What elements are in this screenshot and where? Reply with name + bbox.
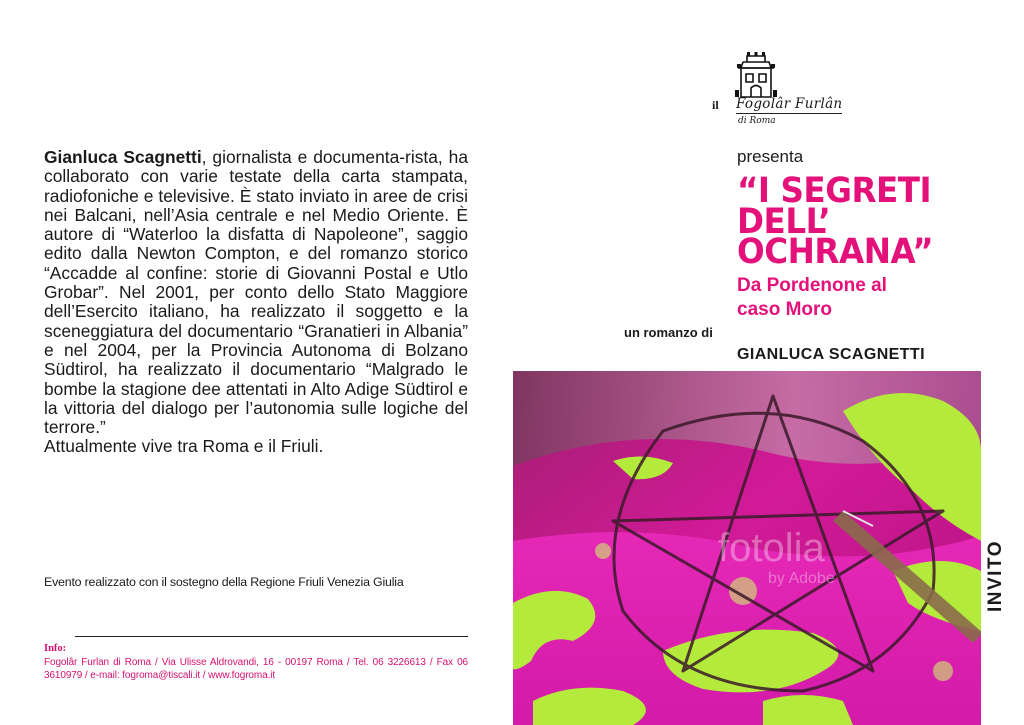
- book-subtitle: [737, 274, 887, 322]
- book-subtitle-line: Da Pordenone al: [737, 275, 887, 296]
- presents-label: presenta: [737, 147, 804, 166]
- book-title-line: OCHRANA”: [737, 232, 934, 272]
- bio-text: , giornalista e documenta-rista, ha collaborato con varie testate della carta stampata, radiofoniche e televisive. È stato inviato in aree de crisi nei Balcani, nell’Asia centrale e nel Medio Oriente. È autore di “Waterloo la disfatta di Napoleone”, saggio edito dalla Newton Compton, e del romanzo storico “Accadde al confine: storie di Giovanni Postal e Utlo Grobar”. Nel 2001, per conto dello Stato Maggiore dell’Esercito italiano, ha realizzato il soggetto e la sceneggiatura del documentario “Granatieri in Albania” e nel 2004, per la Provincia Autonoma di Bolzano Südtirol, ha realizzato il documentario “Malgrado le bombe la stagione dee attentati in Alto Adige Südtirol e la vittoria del dialogo per l’autonomia sulle logiche del terrore.”: [44, 147, 468, 438]
- book-title-line: DELL’: [737, 201, 831, 242]
- book-title: [737, 171, 934, 272]
- logo-name: Fogolâr Furlân: [736, 96, 843, 112]
- divider-line: [75, 636, 468, 637]
- book-subtitle-line: caso Moro: [737, 299, 833, 320]
- cover-photo: [513, 371, 981, 725]
- info-contacts: Fogolâr Furlan di Roma / Via Ulisse Aldrovandi, 16 - 00197 Roma / Tel. 06 3226613 / Fax 06 3610979 / e-mail: fogroma@tiscali.it / www.fogroma.it: [44, 657, 468, 681]
- photo-watermark-sub: by Adobe: [768, 570, 835, 587]
- bio-last-line: Attualmente vive tra Roma e il Friuli.: [44, 436, 324, 457]
- logo-subtitle: di Roma: [738, 116, 776, 126]
- fogolar-tower-icon: [733, 50, 779, 98]
- author-name: GIANLUCA SCAGNETTI: [737, 346, 925, 363]
- cover-photo-art: [513, 371, 981, 725]
- bio-author-name: Gianluca Scagnetti: [44, 147, 202, 167]
- invitation-label: INVITO: [985, 540, 1006, 612]
- book-title-line: “I SEGRETI: [737, 171, 932, 211]
- sponsor-note: Evento realizzato con il sostegno della Regione Friuli Venezia Giulia: [44, 575, 404, 589]
- logo-prefix: il: [712, 98, 719, 112]
- info-title: Info:: [44, 643, 67, 654]
- photo-watermark: fotolia: [718, 526, 825, 570]
- author-biography: [44, 148, 468, 457]
- novel-by-label: un romanzo di: [624, 325, 713, 340]
